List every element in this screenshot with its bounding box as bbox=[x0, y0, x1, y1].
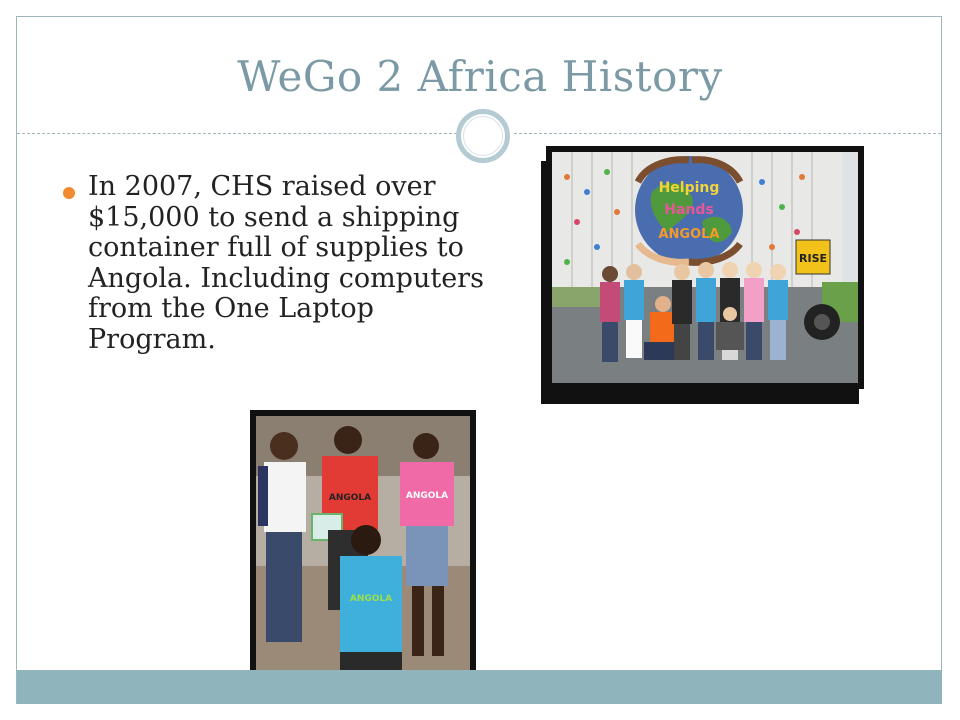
title-divider-left bbox=[17, 133, 457, 134]
bullet-text: In 2007, CHS raised over $15,000 to send a shipping container full of supplies to Angola. Including computers from the One Laptop Program. bbox=[88, 171, 484, 355]
slide-title: WeGo 2 Africa History bbox=[237, 52, 723, 101]
kids-shirt-text-pink: ANGOLA bbox=[405, 491, 449, 501]
divider-circle-ornament bbox=[456, 109, 510, 163]
bullet-dot bbox=[63, 187, 75, 199]
mural-text-line-1: Helping bbox=[658, 180, 720, 196]
mural-text-line-3: ANGOLA bbox=[658, 227, 720, 242]
kids-photo bbox=[250, 410, 476, 678]
truck-photo bbox=[546, 146, 864, 389]
container-sign-text: RISE bbox=[799, 252, 827, 265]
kids-shirt-text-blue: ANGOLA bbox=[349, 594, 393, 604]
title-divider-right bbox=[514, 133, 941, 134]
kids-shirt-text-red: ANGOLA bbox=[328, 493, 372, 503]
mural-text-line-2: Hands bbox=[664, 202, 714, 218]
footer-bar bbox=[17, 670, 942, 704]
